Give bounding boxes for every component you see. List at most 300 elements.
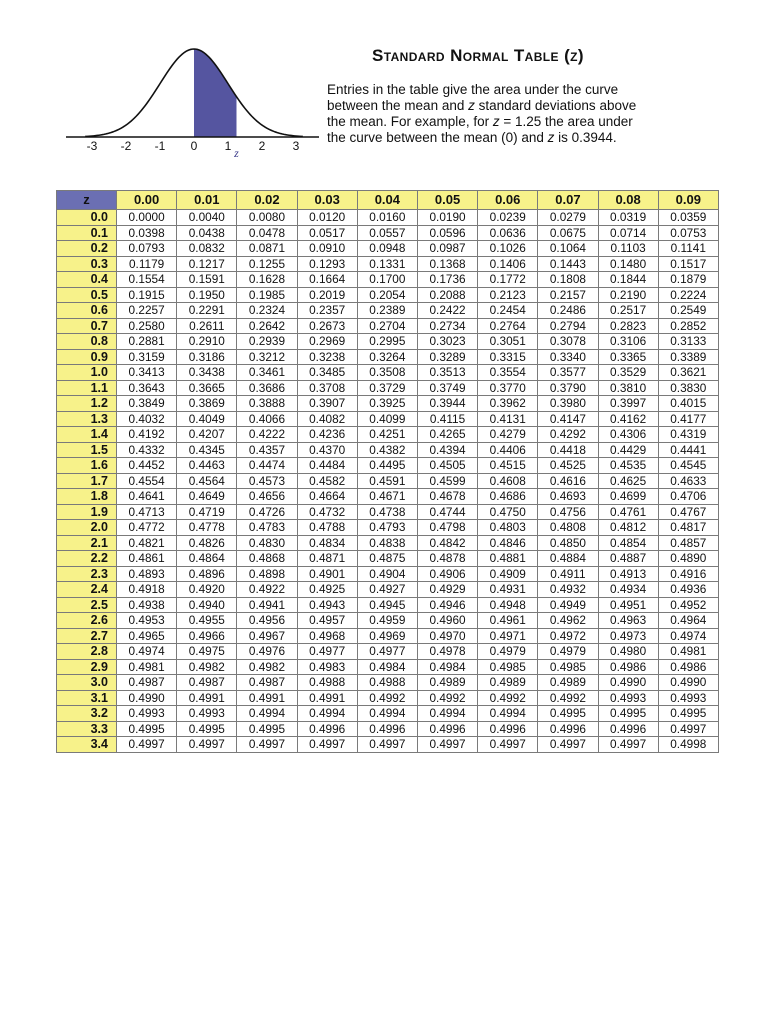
table-cell: 0.4332 [117, 442, 177, 458]
table-cell: 0.4772 [117, 520, 177, 536]
table-cell: 0.4418 [538, 442, 598, 458]
table-cell: 0.4649 [177, 489, 237, 505]
table-cell: 0.4997 [297, 737, 357, 753]
table-row [57, 334, 719, 350]
table-cell: 0.4826 [177, 535, 237, 551]
description-line [327, 82, 707, 98]
table-cell: 0.4890 [658, 551, 718, 567]
table-cell: 0.4989 [478, 675, 538, 691]
table-row [57, 535, 719, 551]
table-cell: 0.4591 [357, 473, 417, 489]
table-cell: 0.4616 [538, 473, 598, 489]
table-cell: 0.4922 [237, 582, 297, 598]
table-cell: 0.4641 [117, 489, 177, 505]
table-cell: 0.4968 [297, 628, 357, 644]
table-cell: 0.0753 [658, 225, 718, 241]
table-cell: 0.4756 [538, 504, 598, 520]
table-cell: 0.4738 [357, 504, 417, 520]
table-cell: 0.4864 [177, 551, 237, 567]
table-cell: 0.4970 [417, 628, 477, 644]
table-cell: 0.4991 [297, 690, 357, 706]
table-cell: 0.4938 [117, 597, 177, 613]
table-cell: 0.4996 [417, 721, 477, 737]
table-cell: 0.4162 [598, 411, 658, 427]
table-row [57, 644, 719, 660]
row-z-label: 1.8 [57, 489, 117, 505]
table-cell: 0.1628 [237, 272, 297, 288]
table-cell: 0.4808 [538, 520, 598, 536]
table-cell: 0.4131 [478, 411, 538, 427]
table-row [57, 442, 719, 458]
table-cell: 0.4525 [538, 458, 598, 474]
table-cell: 0.4803 [478, 520, 538, 536]
table-cell: 0.4788 [297, 520, 357, 536]
table-cell: 0.4995 [237, 721, 297, 737]
table-cell: 0.4925 [297, 582, 357, 598]
table-cell: 0.3315 [478, 349, 538, 365]
table-cell: 0.0279 [538, 210, 598, 226]
axis-tick-label: 0 [190, 139, 198, 153]
table-cell: 0.4842 [417, 535, 477, 551]
table-cell: 0.4726 [237, 504, 297, 520]
table-cell: 0.4854 [598, 535, 658, 551]
table-cell: 0.1844 [598, 272, 658, 288]
table-cell: 0.4979 [478, 644, 538, 660]
table-row [57, 241, 719, 257]
table-cell: 0.4993 [598, 690, 658, 706]
table-cell: 0.4996 [598, 721, 658, 737]
table-cell: 0.4994 [478, 706, 538, 722]
table-cell: 0.4986 [598, 659, 658, 675]
table-cell: 0.4292 [538, 427, 598, 443]
axis-tick-label: 3 [292, 139, 300, 153]
table-cell: 0.3554 [478, 365, 538, 381]
row-z-label: 3.3 [57, 721, 117, 737]
table-cell: 0.4967 [237, 628, 297, 644]
variable-z: z [468, 98, 475, 113]
table-cell: 0.4452 [117, 458, 177, 474]
table-cell: 0.4997 [658, 721, 718, 737]
row-z-label: 2.4 [57, 582, 117, 598]
description-text: standard deviations above [474, 98, 637, 113]
table-cell: 0.4599 [417, 473, 477, 489]
table-description [327, 82, 707, 146]
row-z-label: 0.8 [57, 334, 117, 350]
column-header: 0.05 [417, 191, 477, 210]
table-cell: 0.4147 [538, 411, 598, 427]
z-table-container [56, 190, 719, 753]
row-z-label: 1.3 [57, 411, 117, 427]
table-cell: 0.4987 [237, 675, 297, 691]
table-cell: 0.4966 [177, 628, 237, 644]
table-cell: 0.4996 [297, 721, 357, 737]
table-cell: 0.0871 [237, 241, 297, 257]
table-row [57, 411, 719, 427]
table-cell: 0.4778 [177, 520, 237, 536]
table-cell: 0.4936 [658, 582, 718, 598]
table-cell: 0.4306 [598, 427, 658, 443]
table-cell: 0.0319 [598, 210, 658, 226]
table-cell: 0.2642 [237, 318, 297, 334]
table-cell: 0.4943 [297, 597, 357, 613]
table-cell: 0.2969 [297, 334, 357, 350]
table-cell: 0.1950 [177, 287, 237, 303]
table-cell: 0.1808 [538, 272, 598, 288]
table-cell: 0.3078 [538, 334, 598, 350]
table-cell: 0.1217 [177, 256, 237, 272]
table-row [57, 256, 719, 272]
table-cell: 0.3888 [237, 396, 297, 412]
table-cell: 0.4957 [297, 613, 357, 629]
row-z-label: 0.5 [57, 287, 117, 303]
table-cell: 0.2734 [417, 318, 477, 334]
table-cell: 0.4015 [658, 396, 718, 412]
table-cell: 0.4962 [538, 613, 598, 629]
table-cell: 0.3485 [297, 365, 357, 381]
table-row [57, 520, 719, 536]
table-cell: 0.1700 [357, 272, 417, 288]
table-cell: 0.4357 [237, 442, 297, 458]
table-cell: 0.4927 [357, 582, 417, 598]
table-cell: 0.3980 [538, 396, 598, 412]
z-marker-label: z [234, 146, 239, 160]
table-cell: 0.3997 [598, 396, 658, 412]
table-cell: 0.4932 [538, 582, 598, 598]
table-cell: 0.4881 [478, 551, 538, 567]
table-cell: 0.4988 [357, 675, 417, 691]
table-cell: 0.4996 [478, 721, 538, 737]
table-cell: 0.4976 [237, 644, 297, 660]
table-cell: 0.4463 [177, 458, 237, 474]
table-cell: 0.1443 [538, 256, 598, 272]
table-cell: 0.4951 [598, 597, 658, 613]
table-cell: 0.0636 [478, 225, 538, 241]
table-row [57, 272, 719, 288]
table-cell: 0.0239 [478, 210, 538, 226]
table-cell: 0.3340 [538, 349, 598, 365]
table-cell: 0.4608 [478, 473, 538, 489]
table-cell: 0.4582 [297, 473, 357, 489]
table-cell: 0.2389 [357, 303, 417, 319]
table-cell: 0.2764 [478, 318, 538, 334]
table-cell: 0.4997 [237, 737, 297, 753]
table-cell: 0.4963 [598, 613, 658, 629]
table-cell: 0.4961 [478, 613, 538, 629]
description-line [327, 130, 707, 146]
table-cell: 0.4989 [417, 675, 477, 691]
normal-curve-figure [64, 40, 324, 162]
table-cell: 0.4719 [177, 504, 237, 520]
table-cell: 0.4911 [538, 566, 598, 582]
table-cell: 0.4115 [417, 411, 477, 427]
table-cell: 0.3106 [598, 334, 658, 350]
table-cell: 0.3186 [177, 349, 237, 365]
row-z-label: 0.0 [57, 210, 117, 226]
table-cell: 0.4960 [417, 613, 477, 629]
row-z-label: 2.8 [57, 644, 117, 660]
table-cell: 0.0714 [598, 225, 658, 241]
table-cell: 0.2357 [297, 303, 357, 319]
table-cell: 0.2291 [177, 303, 237, 319]
table-cell: 0.4934 [598, 582, 658, 598]
table-cell: 0.3925 [357, 396, 417, 412]
table-cell: 0.4821 [117, 535, 177, 551]
table-row [57, 706, 719, 722]
table-cell: 0.4993 [658, 690, 718, 706]
table-cell: 0.4394 [417, 442, 477, 458]
table-cell: 0.4980 [598, 644, 658, 660]
table-cell: 0.4699 [598, 489, 658, 505]
row-z-label: 3.0 [57, 675, 117, 691]
table-cell: 0.4830 [237, 535, 297, 551]
table-cell: 0.4850 [538, 535, 598, 551]
table-row [57, 690, 719, 706]
table-cell: 0.1985 [237, 287, 297, 303]
table-cell: 0.1255 [237, 256, 297, 272]
table-row [57, 659, 719, 675]
table-cell: 0.4904 [357, 566, 417, 582]
table-cell: 0.3365 [598, 349, 658, 365]
table-cell: 0.4898 [237, 566, 297, 582]
table-cell: 0.4995 [538, 706, 598, 722]
table-cell: 0.2704 [357, 318, 417, 334]
table-cell: 0.4946 [417, 597, 477, 613]
table-cell: 0.4884 [538, 551, 598, 567]
table-cell: 0.4995 [658, 706, 718, 722]
table-cell: 0.4838 [357, 535, 417, 551]
table-cell: 0.0438 [177, 225, 237, 241]
table-cell: 0.4997 [417, 737, 477, 753]
table-cell: 0.3159 [117, 349, 177, 365]
table-row [57, 504, 719, 520]
table-cell: 0.3389 [658, 349, 718, 365]
table-row [57, 365, 719, 381]
table-cell: 0.4952 [658, 597, 718, 613]
table-cell: 0.3513 [417, 365, 477, 381]
table-cell: 0.4345 [177, 442, 237, 458]
table-cell: 0.4945 [357, 597, 417, 613]
row-z-label: 0.3 [57, 256, 117, 272]
table-cell: 0.4564 [177, 473, 237, 489]
table-cell: 0.4857 [658, 535, 718, 551]
table-cell: 0.1064 [538, 241, 598, 257]
table-cell: 0.4978 [417, 644, 477, 660]
table-cell: 0.4997 [177, 737, 237, 753]
table-cell: 0.2611 [177, 318, 237, 334]
z-column-header: z [57, 191, 117, 210]
table-cell: 0.1736 [417, 272, 477, 288]
column-header: 0.06 [478, 191, 538, 210]
table-row [57, 721, 719, 737]
table-row [57, 613, 719, 629]
table-cell: 0.4901 [297, 566, 357, 582]
table-cell: 0.4992 [357, 690, 417, 706]
row-z-label: 2.3 [57, 566, 117, 582]
table-cell: 0.3238 [297, 349, 357, 365]
table-cell: 0.4817 [658, 520, 718, 536]
table-cell: 0.4906 [417, 566, 477, 582]
table-cell: 0.0359 [658, 210, 718, 226]
table-cell: 0.4798 [417, 520, 477, 536]
table-cell: 0.4192 [117, 427, 177, 443]
row-z-label: 1.4 [57, 427, 117, 443]
table-cell: 0.4959 [357, 613, 417, 629]
table-cell: 0.1026 [478, 241, 538, 257]
table-cell: 0.3461 [237, 365, 297, 381]
table-cell: 0.4656 [237, 489, 297, 505]
table-cell: 0.0000 [117, 210, 177, 226]
table-cell: 0.4783 [237, 520, 297, 536]
table-cell: 0.2088 [417, 287, 477, 303]
row-z-label: 2.5 [57, 597, 117, 613]
table-cell: 0.4941 [237, 597, 297, 613]
table-cell: 0.4920 [177, 582, 237, 598]
normal-curve-svg [64, 40, 324, 162]
table-cell: 0.4761 [598, 504, 658, 520]
table-cell: 0.3621 [658, 365, 718, 381]
table-cell: 0.4986 [658, 659, 718, 675]
table-cell: 0.3849 [117, 396, 177, 412]
table-cell: 0.4706 [658, 489, 718, 505]
table-cell: 0.4713 [117, 504, 177, 520]
table-cell: 0.3133 [658, 334, 718, 350]
table-row [57, 225, 719, 241]
table-cell: 0.4693 [538, 489, 598, 505]
table-cell: 0.4406 [478, 442, 538, 458]
table-cell: 0.4994 [297, 706, 357, 722]
row-z-label: 2.1 [57, 535, 117, 551]
row-z-label: 2.6 [57, 613, 117, 629]
table-cell: 0.3790 [538, 380, 598, 396]
table-cell: 0.4974 [658, 628, 718, 644]
table-cell: 0.4949 [538, 597, 598, 613]
table-cell: 0.1915 [117, 287, 177, 303]
table-cell: 0.3749 [417, 380, 477, 396]
row-z-label: 1.2 [57, 396, 117, 412]
table-cell: 0.4625 [598, 473, 658, 489]
table-cell: 0.0910 [297, 241, 357, 257]
table-cell: 0.4099 [357, 411, 417, 427]
table-cell: 0.4222 [237, 427, 297, 443]
table-cell: 0.4984 [357, 659, 417, 675]
table-cell: 0.4871 [297, 551, 357, 567]
table-cell: 0.4964 [658, 613, 718, 629]
axis-tick-label: -1 [154, 139, 166, 153]
table-cell: 0.4441 [658, 442, 718, 458]
table-row [57, 737, 719, 753]
table-cell: 0.4989 [538, 675, 598, 691]
table-cell: 0.1772 [478, 272, 538, 288]
table-body [57, 210, 719, 753]
table-cell: 0.4732 [297, 504, 357, 520]
description-text: the curve between the mean (0) and [327, 130, 548, 145]
table-cell: 0.4767 [658, 504, 718, 520]
table-cell: 0.3770 [478, 380, 538, 396]
table-cell: 0.3023 [417, 334, 477, 350]
table-row [57, 628, 719, 644]
table-cell: 0.4834 [297, 535, 357, 551]
table-cell: 0.4977 [357, 644, 417, 660]
table-cell: 0.4909 [478, 566, 538, 582]
row-z-label: 0.1 [57, 225, 117, 241]
table-cell: 0.2422 [417, 303, 477, 319]
table-row [57, 318, 719, 334]
table-cell: 0.4279 [478, 427, 538, 443]
table-row [57, 458, 719, 474]
axis-tick-label: -2 [120, 139, 132, 153]
table-cell: 0.4982 [177, 659, 237, 675]
table-cell: 0.4750 [478, 504, 538, 520]
table-cell: 0.4997 [117, 737, 177, 753]
table-cell: 0.4319 [658, 427, 718, 443]
table-cell: 0.4846 [478, 535, 538, 551]
table-cell: 0.3907 [297, 396, 357, 412]
row-z-label: 0.7 [57, 318, 117, 334]
table-cell: 0.4994 [357, 706, 417, 722]
table-cell: 0.4993 [117, 706, 177, 722]
table-cell: 0.1591 [177, 272, 237, 288]
description-text: is 0.3944. [554, 130, 617, 145]
table-cell: 0.4992 [417, 690, 477, 706]
table-row [57, 675, 719, 691]
table-cell: 0.4985 [478, 659, 538, 675]
table-cell: 0.1141 [658, 241, 718, 257]
description-text: = 1.25 the area under [499, 114, 633, 129]
table-row [57, 551, 719, 567]
table-cell: 0.4987 [117, 675, 177, 691]
table-cell: 0.4382 [357, 442, 417, 458]
table-cell: 0.0987 [417, 241, 477, 257]
table-cell: 0.4929 [417, 582, 477, 598]
table-cell: 0.4812 [598, 520, 658, 536]
table-cell: 0.0832 [177, 241, 237, 257]
table-row [57, 566, 719, 582]
table-cell: 0.4997 [357, 737, 417, 753]
table-cell: 0.0190 [417, 210, 477, 226]
table-cell: 0.3810 [598, 380, 658, 396]
table-cell: 0.3962 [478, 396, 538, 412]
axis-tick-label: 2 [258, 139, 266, 153]
table-cell: 0.0160 [357, 210, 417, 226]
table-cell: 0.2454 [478, 303, 538, 319]
table-row [57, 210, 719, 226]
row-z-label: 1.5 [57, 442, 117, 458]
row-z-label: 0.6 [57, 303, 117, 319]
table-cell: 0.4948 [478, 597, 538, 613]
table-cell: 0.0080 [237, 210, 297, 226]
table-cell: 0.4994 [417, 706, 477, 722]
table-cell: 0.3830 [658, 380, 718, 396]
table-cell: 0.4973 [598, 628, 658, 644]
table-cell: 0.2517 [598, 303, 658, 319]
column-header: 0.01 [177, 191, 237, 210]
table-cell: 0.4893 [117, 566, 177, 582]
table-cell: 0.4251 [357, 427, 417, 443]
variable-z: z [547, 130, 555, 145]
table-cell: 0.4686 [478, 489, 538, 505]
variable-z: z [492, 114, 500, 129]
table-cell: 0.0596 [417, 225, 477, 241]
column-header: 0.07 [538, 191, 598, 210]
table-cell: 0.4993 [177, 706, 237, 722]
table-cell: 0.4484 [297, 458, 357, 474]
description-line [327, 114, 707, 130]
table-row [57, 303, 719, 319]
axis-tick-label: 1 [224, 139, 232, 153]
table-cell: 0.2190 [598, 287, 658, 303]
table-cell: 0.2157 [538, 287, 598, 303]
column-header: 0.02 [237, 191, 297, 210]
